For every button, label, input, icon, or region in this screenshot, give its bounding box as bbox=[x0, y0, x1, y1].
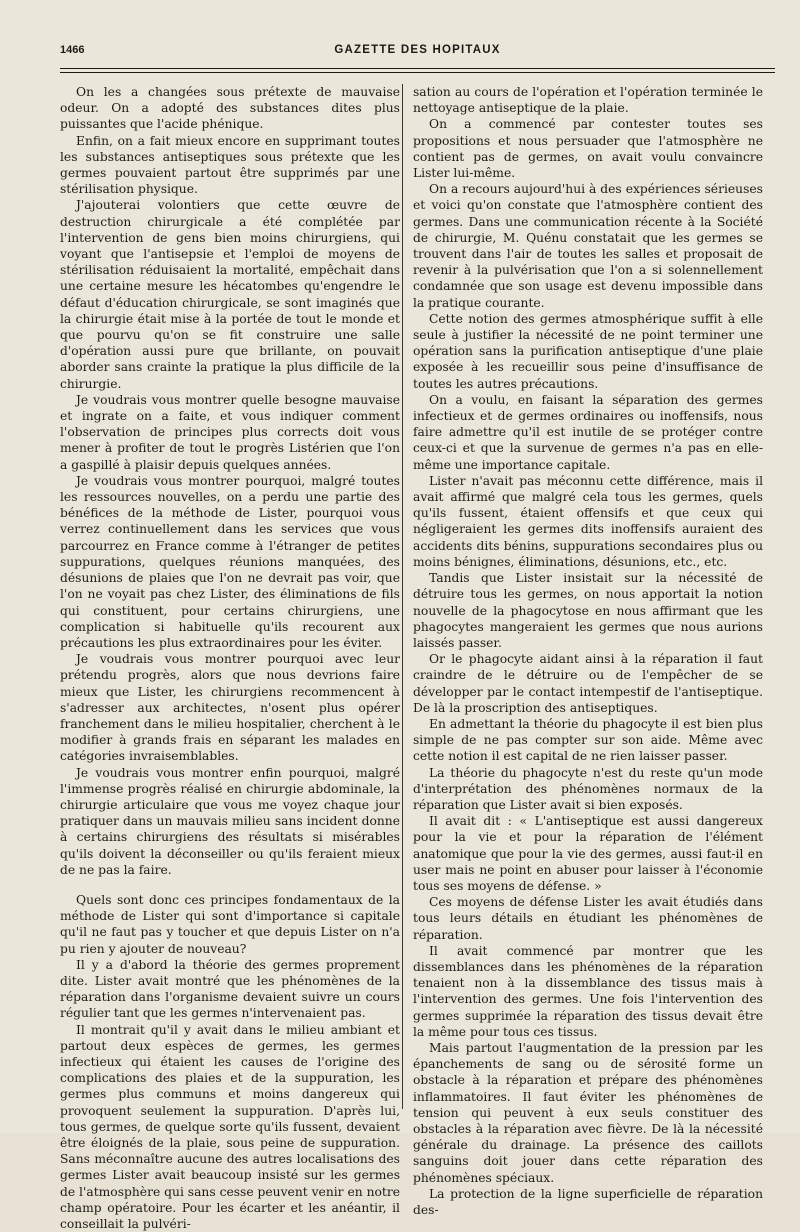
paragraph: Quels sont donc ces principes fondamentaux de la méthode de Lister qui sont d'importance si capitale qu'il ne faut pas y toucher et que depuis Lister on n'a pu rien y ajouter de nouveau? bbox=[60, 892, 400, 956]
paragraph: On a voulu, en faisant la séparation des germes infectieux et de germes ordinaires ou inoffensifs, nous faire admettre qu'il est inutile de se protéger contre ceux-ci et que la survenue de germes n'a pas en elle-même une importance capitale. bbox=[413, 392, 763, 472]
paragraph: sation au cours de l'opération et l'opération terminée le nettoyage antiseptique de la plaie. bbox=[413, 85, 763, 116]
journal-title: GAZETTE DES HOPITAUX bbox=[334, 44, 501, 56]
page-header bbox=[60, 44, 775, 64]
paragraph: On les a changées sous prétexte de mauvaise odeur. On a adopté des substances dites plus puissantes que l'acide phénique. bbox=[60, 85, 400, 132]
right-column bbox=[413, 84, 763, 1218]
paragraph: Lister n'avait pas méconnu cette différence, mais il avait affirmé que malgré cela tous les germes, quels qu'ils fussent, étaient offensifs et que ceux qui négligeraient les germes dits inoffensifs auraient des accidents dits bénins, suppurations secondaires plus ou moins bénignes, éliminations, désunions, etc., etc. bbox=[413, 473, 763, 569]
paragraph: La protection de la ligne superficielle de réparation des- bbox=[413, 1186, 763, 1218]
paragraph: Je voudrais vous montrer quelle besogne mauvaise et ingrate on a faite, et vous indiquer comment l'observation de principes plus corrects doit vous mener à profiter de tout le progrès Listérien que l'on a gaspillé à plaisir depuis quelques années. bbox=[60, 392, 400, 472]
paragraph: Cette notion des germes atmosphérique suffit à elle seule à justifier la nécessité de ne point terminer une opération sans la purification antiseptique d'une plaie exposée à les recueillir sous peine d'insuffisance de toutes les autres précautions. bbox=[413, 311, 763, 391]
paragraph: Il avait dit : « L'antiseptique est aussi dangereux pour la vie et pour la réparation de l'élément anatomique que pour la vie des germes, aussi faut-il en user mais ne point en abuser pour laisser à l'économie tous ses moyens de défense. » bbox=[413, 814, 763, 893]
paragraph: Il y a d'abord la théorie des germes proprement dite. Lister avait montré que les phénomènes de la réparation dans l'organisme devaient suivre un cours régulier tant que les germes n'intervenaient pas. bbox=[60, 957, 400, 1021]
paragraph: On a commencé par contester toutes ses propositions et nous persuader que l'atmosphère ne contient pas de germes, on avait voulu convaincre Lister lui-même. bbox=[413, 117, 763, 181]
paragraph: On a recours aujourd'hui à des expériences sérieuses et voici qu'on constate que l'atmosphère contient des germes. Dans une communication récente à la Société de chirurgie, M. Quénu constatait que les germes se trouvent dans l'air de toutes les salles et proposait de revenir à la pulvérisation que l'on a si solennellement condamnée que son usage est devenu impossible dans la pratique courante. bbox=[413, 182, 763, 310]
paragraph: Je voudrais vous montrer pourquoi avec leur prétendu progrès, alors que nous devrions faire mieux que Lister, les chirurgiens recommencent à s'adresser aux architectes, n'osent plus opérer franchement dans le milieu hospitalier, cherchent à le modifier à grands frais en séparant les malades en catégories invraisemblables. bbox=[60, 652, 400, 764]
paragraph: Or le phagocyte aidant ainsi à la réparation il faut craindre de le détruire ou de l'empêcher de se développer par le contact intempestif de l'antiseptique. De là la proscription des antiseptiques. bbox=[413, 652, 763, 715]
paragraph: Tandis que Lister insistait sur la nécessité de détruire tous les germes, on nous apportait la notion nouvelle de la phagocytose en nous affirmant que les phagocytes mangeraient les germes que nous aurions laissés passer. bbox=[413, 571, 763, 650]
paragraph: Il avait commencé par montrer que les dissemblances dans les phénomènes de la réparation tenaient non à la dissemblance des tissus mais à l'intervention des germes. Une fois l'intervention des germes supprimée la réparation des tissus devait être la même pour tous ces tissus. bbox=[413, 943, 763, 1039]
paragraph: La théorie du phagocyte n'est du reste qu'un mode d'interprétation des phénomènes normaux de la réparation que Lister avait si bien exposés. bbox=[413, 765, 763, 812]
paragraph: Mais partout l'augmentation de la pression par les épanchements de sang ou de sérosité forme un obstacle à la réparation et prépare des phénomènes inflammatoires. Il faut éviter les phénomènes de tension qui peuvent à eux seuls constituer des obstacles à la réparation avec fièvre. De là la nécessité générale du drainage. La présence des caillots sanguins doit jouer dans cette réparation des phénomènes spéciaux. bbox=[413, 1040, 763, 1185]
paragraph: J'ajouterai volontiers que cette œuvre de destruction chirurgicale a été complétée par l'intervention de gens bien moins chirurgiens, qui voyant que l'antisepsie et l'emploi de moyens de stérilisation réduisaient la mortalité, empêchait dans une certaine mesure les hécatombes qu'engendre le défaut d'éducation chirurgicale, se sont imaginés que la chirurgie était mise à la portée de tout le monde et que pourvu qu'on se fit construire une salle d'opération aussi pure que brillante, on pouvait aborder sans crainte la pratique la plus difficile de la chirurgie. bbox=[60, 198, 400, 391]
header-rule-secondary bbox=[60, 72, 775, 73]
left-column bbox=[60, 84, 400, 1232]
paragraph: Ces moyens de défense Lister les avait étudiés dans tous leurs détails en étudiant les phénomènes de réparation. bbox=[413, 895, 763, 942]
paragraph: En admettant la théorie du phagocyte il est bien plus simple de ne pas compter sur son aide. Même avec cette notion il est capital de ne rien laisser passer. bbox=[413, 716, 763, 764]
paragraph: Je voudrais vous montrer enfin pourquoi, malgré l'immense progrès réalisé en chirurgie abdominale, la chirurgie articulaire que vous me voyez chaque jour pratiquer dans un mauvais milieu sans incident donne à certains chirurgiens des résultats si misérables qu'ils doivent la déconseiller ou qu'ils feraient mieux de ne pas la faire. bbox=[60, 765, 400, 877]
page-number: 1466 bbox=[60, 44, 85, 56]
column-divider bbox=[402, 84, 403, 1109]
header-rule bbox=[60, 68, 775, 69]
paragraph: Je voudrais vous montrer pourquoi, malgré toutes les ressources nouvelles, on a perdu une partie des bénéfices de la méthode de Lister, pourquoi vous verrez continuellement dans les services que vous parcourrez en France comme à l'étranger de petites suppurations, quelques réunions manquées, des désunions de plaies que l'on ne devrait pas voir, que l'on ne voyait pas chez Lister, des éliminations de fils qui constituent, pour certains chirurgiens, une complication si habituelle qu'ils recourent aux précautions les plus extraordinaires pour les éviter. bbox=[60, 473, 400, 650]
paragraph: Il montrait qu'il y avait dans le milieu ambiant et partout deux espèces de germes, les germes infectieux qui étaient les causes de l'origine des complications des plaies et de la suppuration, les germes plus communs et moins dangereux qui provoquent seulement la suppuration. D'après lui, tous germes, de quelque sorte qu'ils fussent, devaient être éloignés de la plaie, sous peine de suppuration. Sans méconnaître aucune des autres localisations des germes Lister avait beaucoup insisté sur les germes de l'atmosphère qui sans cesse peuvent venir en notre champ opératoire. Pour les écarter et les anéantir, il conseillait la pulvéri- bbox=[60, 1022, 400, 1232]
paragraph: Enfin, on a fait mieux encore en supprimant toutes les substances antiseptiques sous prétexte que les germes pouvaient partout être supprimés par une stérilisation physique. bbox=[60, 133, 400, 197]
